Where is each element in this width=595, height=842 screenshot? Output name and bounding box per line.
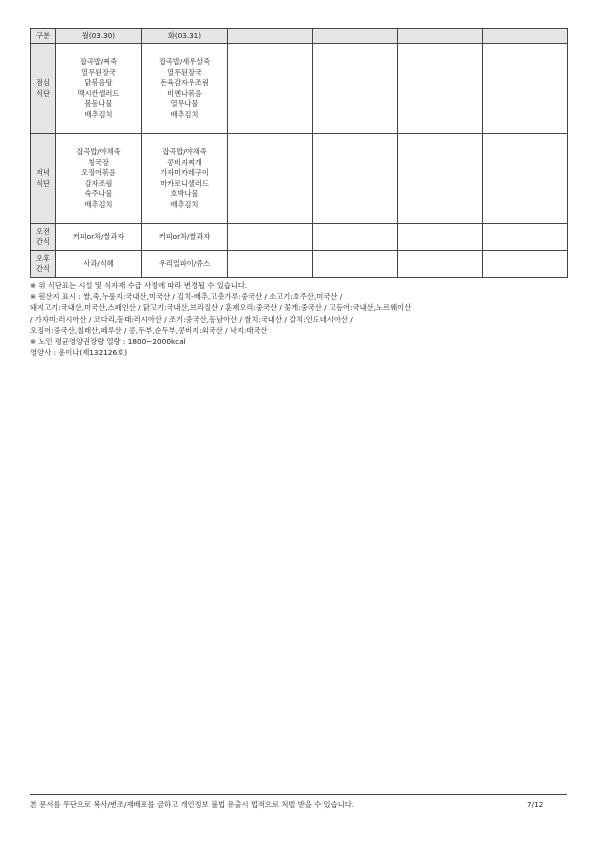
am-snack-day-6 (483, 224, 568, 251)
am-snack-day-5 (398, 224, 483, 251)
am-snack-day-1: 커피or차/쌀과자 (56, 224, 142, 251)
pm-snack-day-2: 우리밀파이/쥬스 (142, 251, 228, 278)
pm-snack-label (31, 251, 56, 278)
menu-item: 열무나물 (170, 99, 199, 108)
menu-item: 잡곡밥/찌죽 (79, 57, 118, 66)
am-snack-label (31, 224, 56, 251)
am-snack-day-3 (228, 224, 313, 251)
menu-item: 잡곡밥/야채죽 (162, 147, 207, 156)
lunch-day-5 (398, 44, 483, 134)
lunch-day-6 (483, 44, 568, 134)
pm-snack-day-4 (313, 251, 398, 278)
menu-item: 맥시칸샐러드 (77, 88, 120, 98)
header-day-3 (228, 29, 313, 44)
dinner-day-6 (483, 134, 568, 224)
dinner-day-4 (313, 134, 398, 224)
menu-item: 열무된장국 (81, 67, 116, 77)
weekly-menu-table (30, 28, 568, 278)
menu-item: 가자미카레구이 (160, 168, 209, 177)
menu-item: 잡곡밥/야채죽 (76, 147, 121, 156)
footer-disclaimer: 본 문서를 무단으로 복사/변조/재배포를 금하고 개인정보 불법 유출시 법적으로 처벌 받을 수 있습니다. (30, 800, 355, 809)
am-snack-day-4 (313, 224, 398, 251)
pm-snack-label-line-2: 간식 (36, 264, 50, 273)
menu-item: 배추김치 (84, 199, 113, 209)
menu-item: 열무된장국 (167, 67, 202, 77)
lunch-day-3 (228, 44, 313, 134)
header-day-6 (483, 29, 568, 44)
lunch-label-line-2: 식단 (36, 88, 50, 98)
lunch-day-1 (56, 44, 142, 134)
dinner-day-5 (398, 134, 483, 224)
dinner-day-3 (228, 134, 313, 224)
menu-item: 칭국장 (88, 157, 109, 167)
menu-item: 비엔나볶음 (167, 88, 202, 98)
header-row (31, 29, 568, 44)
note-line: 오징어:중국산,칠레산,페루산 / 콩,두부,순두부,콩비지:외국산 / 낙지:태국산 (30, 325, 268, 335)
dinner-day-2 (142, 134, 228, 224)
header-label: 구분 (31, 29, 56, 44)
am-snack-label-line-1: 오전 (36, 226, 50, 236)
pm-snack-row (31, 251, 568, 278)
header-day-4 (313, 29, 398, 44)
am-snack-label-line-2: 간식 (36, 237, 50, 246)
menu-item: 닭볶음탕 (84, 78, 113, 87)
menu-item: 배추김치 (84, 109, 113, 119)
footer-divider (30, 794, 567, 795)
menu-item: 오징어볶음 (81, 168, 116, 177)
menu-item: 마카로니샐러드 (160, 178, 209, 188)
header-day-5 (398, 29, 483, 44)
dinner-day-1 (56, 134, 142, 224)
menu-item: 감자조림 (84, 178, 113, 188)
lunch-day-4 (313, 44, 398, 134)
menu-item: 콩비지찌개 (167, 157, 202, 167)
menu-item: 배추김치 (170, 109, 199, 119)
pm-snack-day-5 (398, 251, 483, 278)
pm-snack-day-6 (483, 251, 568, 278)
lunch-day-2 (142, 44, 228, 134)
am-snack-day-2: 커피or차/쌀과자 (142, 224, 228, 251)
note-line: ※ 원산지 표시 : 쌀,죽,누룽지:국내산,미국산 / 김치-배추,고춧가루:중국산 / 소고기:호주산,미국산 / (30, 292, 343, 302)
pm-snack-day-1: 사과/식혜 (56, 251, 142, 278)
note-line: 돼지고기:국내산,미국산,스페인산 / 닭고기:국내산,브라질산 / 훈제오리:중국산 / 꽃게:중국산 / 고등어:국내산,노르웨이산 (30, 303, 412, 313)
lunch-label-line-1: 점심 (36, 78, 50, 87)
menu-item: 숙주나물 (84, 189, 113, 198)
menu-item: 배추김치 (170, 199, 199, 209)
note-line: ※ 노인 평균영양권장량 열량 : 1800~2000kcal (30, 337, 186, 347)
menu-item: 호박나물 (170, 189, 199, 198)
am-snack-row (31, 224, 568, 251)
menu-notes (30, 280, 570, 358)
lunch-row (31, 44, 568, 134)
dinner-label-line-2: 식단 (36, 178, 50, 188)
page-number: 7/12 (527, 800, 544, 809)
menu-item: 돈육감자우조림 (160, 78, 209, 87)
pm-snack-day-3 (228, 251, 313, 278)
dietitian-line: 영양사 : 윤이나(제132126호) (30, 348, 128, 358)
dinner-label (31, 134, 56, 224)
note-line: / 가자미:러시아산 / 코다리,동태:러시아산 / 조기:중국산,동남아산 / 쌈치:국내산 / 갈치:인도네시아산 / (30, 314, 353, 324)
pm-snack-label-line-1: 오후 (36, 253, 50, 263)
header-day-1: 월(03.30) (56, 29, 142, 44)
dinner-label-line-1: 저녁 (36, 168, 50, 177)
note-line: ※ 위 식단표는 시설 및 식자재 수급 사정에 따라 변경될 수 있습니다. (30, 281, 248, 290)
dinner-row (31, 134, 568, 224)
menu-item: 잡곡밥/새우살죽 (158, 57, 211, 66)
menu-item: 봄동나물 (84, 99, 113, 108)
lunch-label (31, 44, 56, 134)
header-day-2: 화(03.31) (142, 29, 228, 44)
